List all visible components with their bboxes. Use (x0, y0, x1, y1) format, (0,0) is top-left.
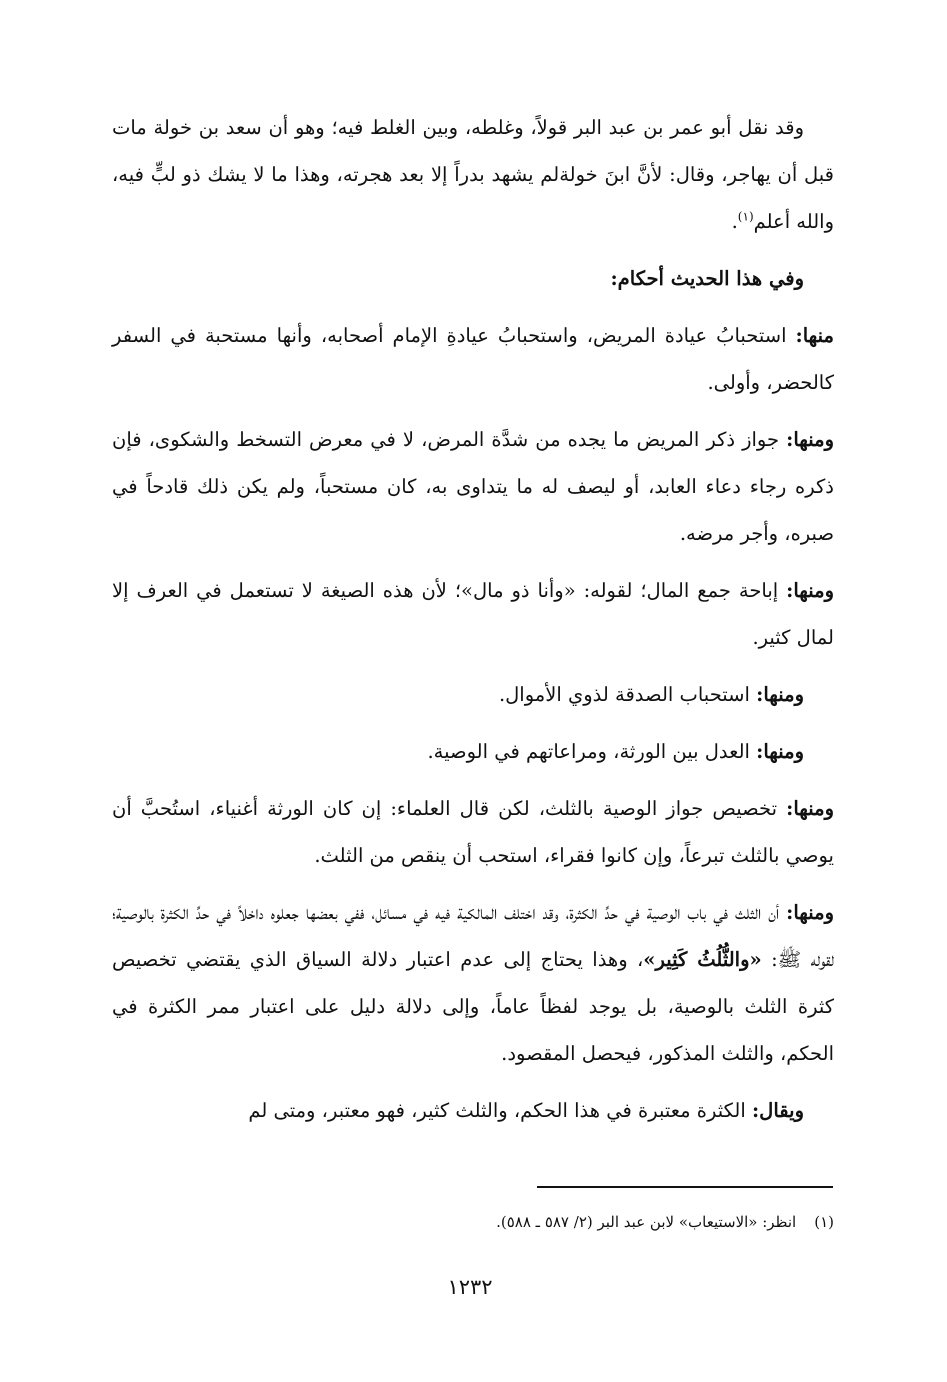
paragraph-9 (112, 889, 834, 1077)
paragraph-7 (112, 728, 834, 775)
paragraph-7-text: العدل بين الورثة، ومراعاتهم في الوصية. (427, 740, 757, 763)
paragraph-10-lead: ويقال: (751, 1099, 804, 1122)
paragraph-1-end: . (731, 210, 738, 233)
paragraph-6 (112, 671, 834, 718)
paragraph-9-text-a: أن الثلث في باب الوصية في حدِّ الكثرة، وقد اختلف المالكية فيه في مسائل، ففي بعضها جعلوه داخلاً في حدِّ الكثرة بالوصية؛ لقوله ﷺ: (112, 901, 834, 971)
paragraph-5-text: إباحة جمع المال؛ لقوله: «وأنا ذو مال»؛ لأن هذه الصيغة لا تستعمل في العرف إلا لمال كثير. (112, 579, 834, 649)
paragraph-9-text-b: ، وهذا يحتاج إلى عدم اعتبار دلالة السياق الذي يقتضي تخصيص كثرة الثلث بالوصية، بل يوجد لفظاً عاماً، وإلى دلالة دليل على اعتبار ممر الكثرة في الحكم، والثلث المذكور، فيحصل المقصود. (112, 948, 834, 1065)
paragraph-3 (112, 312, 834, 406)
paragraph-8-text: تخصيص جواز الوصية بالثلث، لكن قال العلماء: إن كان الورثة أغنياء، استُحبَّ أن يوصي بالثلث تبرعاً، وإن كانوا فقراء، استحب أن ينقص من الثلث. (112, 797, 834, 867)
section-heading (112, 255, 834, 302)
footnote-reference: (١) (737, 209, 754, 224)
paragraph-6-lead: ومنها: (756, 683, 804, 706)
page-number: ١٢٣٢ (447, 1275, 493, 1299)
paragraph-4 (112, 416, 834, 557)
paragraph-7-lead: ومنها: (756, 740, 804, 763)
paragraph-3-lead: منها: (795, 324, 834, 347)
paragraph-6-text: استحباب الصدقة لذوي الأموال. (498, 683, 757, 706)
paragraph-10 (112, 1087, 834, 1134)
paragraph-1-text: وقد نقل أبو عمر بن عبد البر قولاً، وغلطه، وبين الغلط فيه؛ وهو أن سعد بن خولة مات قبل أن يهاجر، وقال: لأنَّ ابنَ خولةلم يشهد بدراً إلا بعد هجرته، وهذا ما لا يشك ذو لبٍّ فيه، والله أعلم (112, 116, 834, 233)
paragraph-1 (112, 104, 834, 245)
paragraph-10-text: الكثرة معتبرة في هذا الحكم، والثلث كثير، فهو معتبر، ومتى لم (248, 1099, 752, 1122)
footnote-number: (١) (814, 1213, 834, 1231)
hadith-quote: «والثُّلُثُ كَثِير» (643, 948, 762, 971)
paragraph-5 (112, 567, 834, 661)
paragraph-4-text: جواز ذكر المريض ما يجده من شدَّة المرض، لا في معرض التسخط والشكوى، فإن ذكره رجاء دعاء العابد، أو ليصف له ما يتداوى به، كان مستحباً، ولم يكن ذلك قادحاً في صبره، وأجر مرضه. (112, 428, 834, 545)
paragraph-8 (112, 785, 834, 879)
paragraph-3-text: استحبابُ عيادة المريض، واستحبابُ عيادةِ الإمام أصحابه، وأنها مستحبة في السفر كالحضر، وأولى. (112, 324, 834, 394)
paragraph-5-lead: ومنها: (786, 579, 834, 602)
paragraph-8-lead: ومنها: (786, 797, 834, 820)
paragraph-4-lead: ومنها: (786, 428, 834, 451)
main-text (112, 104, 834, 1144)
section-heading-text: وفي هذا الحديث أحكام: (610, 267, 804, 290)
paragraph-9-lead: ومنها: (786, 901, 834, 924)
footnote (200, 1208, 834, 1236)
footnote-separator (537, 1186, 833, 1188)
footnote-text: انظر: «الاستيعاب» لابن عبد البر (٢/ ٥٨٧ ـ ٥٨٨). (496, 1213, 797, 1231)
